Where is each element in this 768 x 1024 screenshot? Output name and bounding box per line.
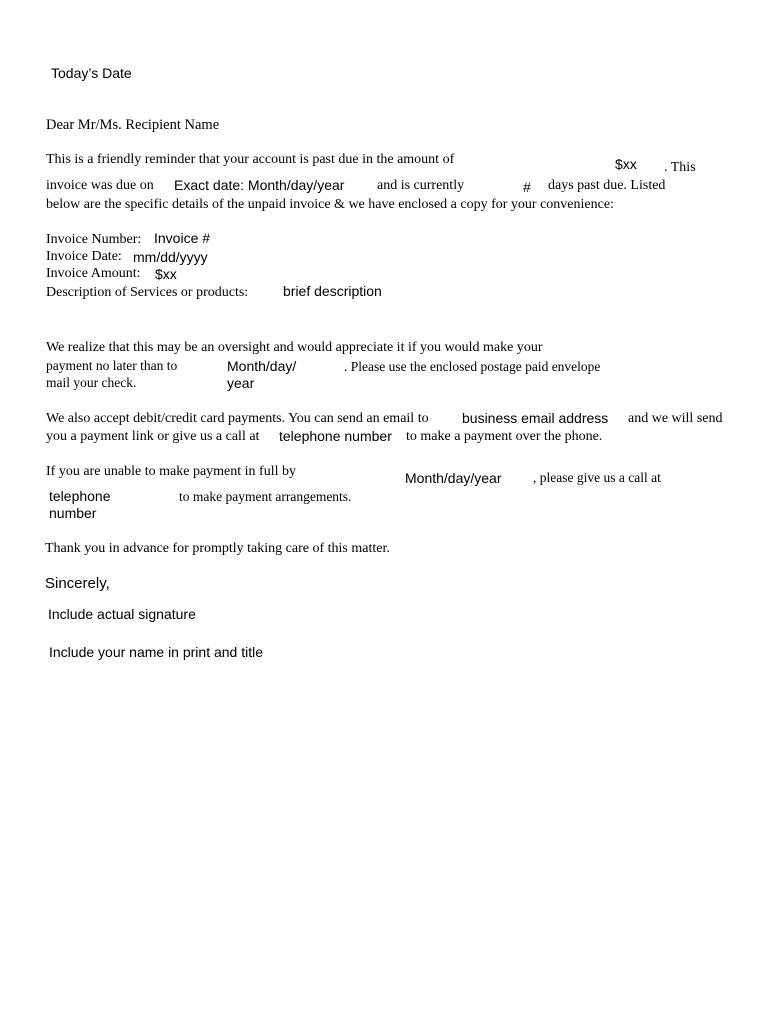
para3-line2-start: you a payment link or give us a call at (46, 429, 260, 444)
email-field[interactable]: business email address (462, 410, 609, 426)
amount-field[interactable]: $xx (615, 156, 637, 172)
para1-line2-end: days past due. Listed (548, 178, 666, 193)
closing: Sincerely, (45, 575, 110, 592)
arrangement-phone-field-line2[interactable]: number (49, 505, 97, 521)
para1-line2-mid: and is currently (377, 178, 465, 193)
para1-line2-start: invoice was due on (46, 178, 154, 193)
pay-by-date-field-line2[interactable]: year (227, 375, 255, 391)
signature-placeholder[interactable]: Include actual signature (48, 606, 196, 622)
para4-line1-start: If you are unable to make payment in full by (46, 464, 296, 479)
para2-line1: We realize that this may be an oversight and would appreciate it if you would make your (46, 340, 543, 355)
para4-line2-end: to make payment arrangements. (179, 489, 352, 504)
invoice-amount-field[interactable]: $xx (155, 266, 177, 282)
date-placeholder: Today’s Date (51, 65, 132, 81)
days-field[interactable]: # (523, 179, 531, 195)
invoice-amount-label: Invoice Amount: (46, 266, 141, 281)
description-label: Description of Services or products: (46, 285, 249, 300)
para3-line2-end: to make a payment over the phone. (406, 429, 603, 444)
salutation: Dear Mr/Ms. Recipient Name (46, 117, 220, 133)
para3-line1-end: and we will send (628, 411, 723, 426)
arrangement-phone-field-line1[interactable]: telephone (49, 488, 111, 504)
para2-line2-start: payment no later than to (46, 358, 178, 373)
description-field[interactable]: brief description (283, 283, 382, 299)
para3-line1-start: We also accept debit/credit card payments. You can send an email to (46, 411, 429, 426)
para1-line1: This is a friendly reminder that your account is past due in the amount of (46, 152, 455, 167)
phone-field[interactable]: telephone number (279, 428, 392, 444)
arrangement-date-field[interactable]: Month/day/year (405, 470, 502, 486)
name-title-placeholder[interactable]: Include your name in print and title (49, 644, 264, 660)
para2-line2-end: . Please use the enclosed postage paid envelope (344, 359, 601, 374)
para1-line3: below are the specific details of the unpaid invoice & we have enclosed a copy for your convenience: (46, 197, 614, 212)
pay-by-date-field-line1[interactable]: Month/day/ (227, 358, 297, 374)
due-date-field[interactable]: Exact date: Month/day/year (174, 177, 345, 193)
para2-line3: mail your check. (46, 375, 137, 390)
thanks-line: Thank you in advance for promptly taking care of this matter. (45, 541, 390, 556)
invoice-date-field[interactable]: mm/dd/yyyy (133, 249, 208, 265)
invoice-number-label: Invoice Number: (46, 232, 142, 247)
para4-line1-end: , please give us a call at (533, 470, 661, 485)
invoice-date-label: Invoice Date: (46, 249, 122, 264)
invoice-number-field[interactable]: Invoice # (154, 230, 211, 246)
para1-this: . This (664, 160, 696, 175)
